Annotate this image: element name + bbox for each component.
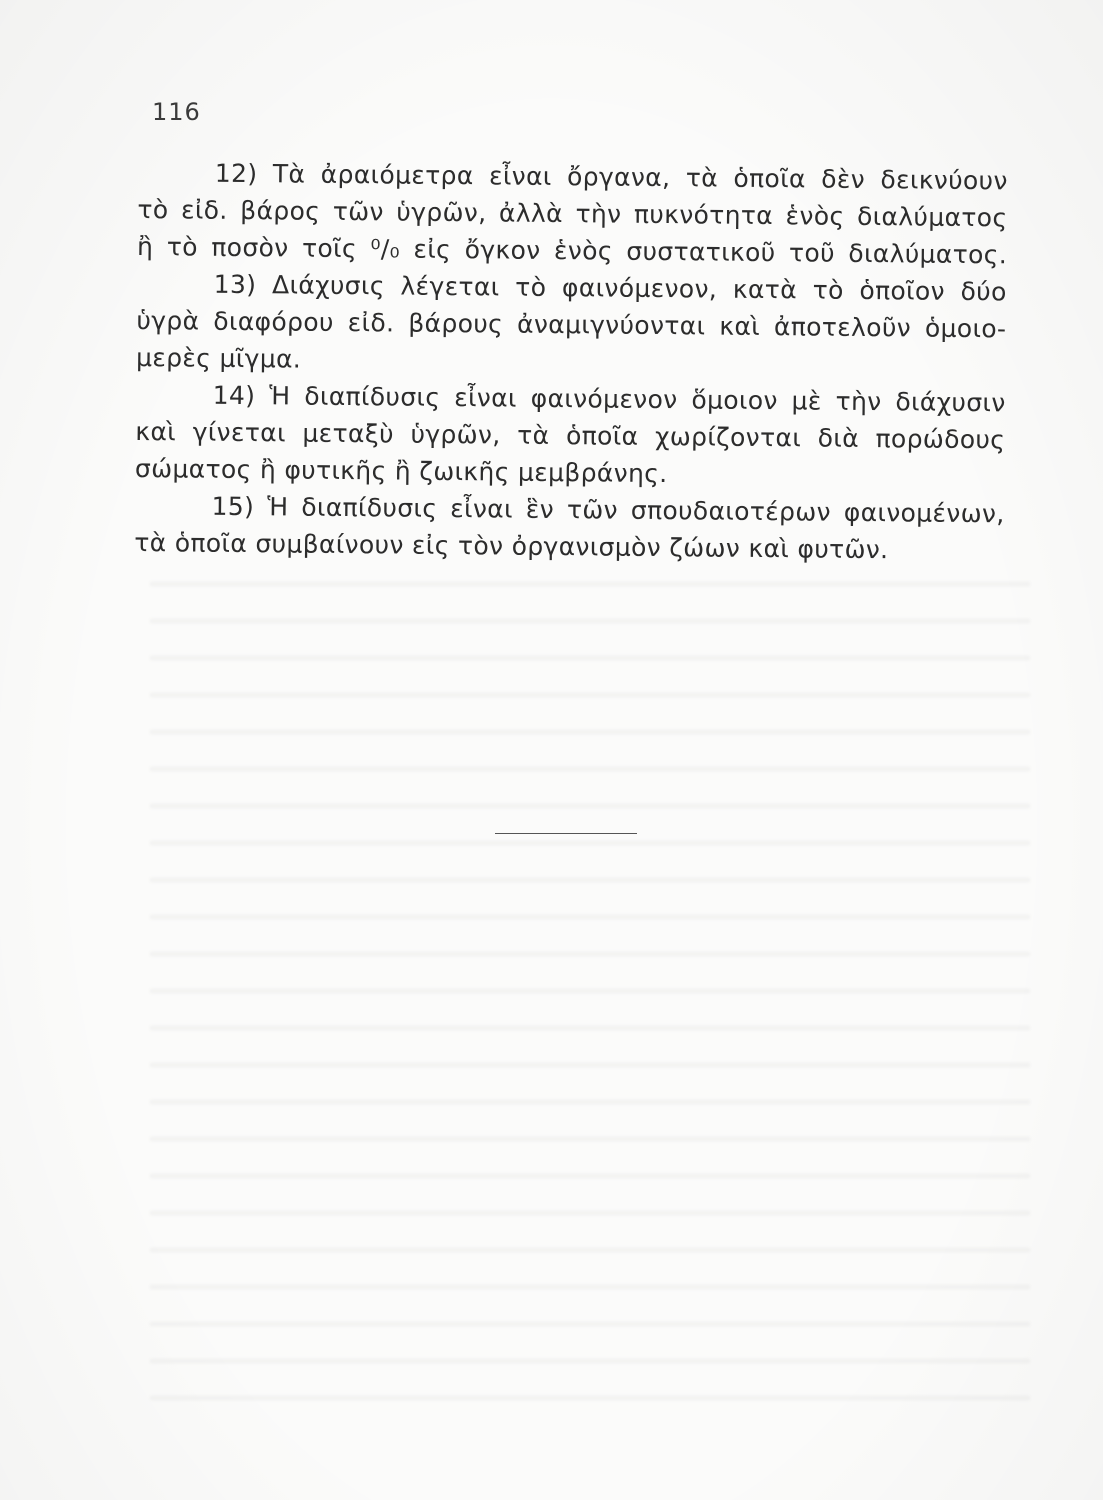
page-number: 116 <box>152 98 201 126</box>
paragraph-15-line-2: τὰ ὁποῖα συμβαίνουν εἰς τὸν ὀργανισμὸν ζώων καὶ φυτῶν. <box>134 527 889 565</box>
paragraph-13-line-1: 13) Διάχυσις λέγεται τὸ φαινόμενον, κατὰ τὸ ὁποῖον δύο <box>213 269 1007 307</box>
paragraph-14-line-2: καὶ γίνεται μεταξὺ ὑγρῶν, τὰ ὁποῖα χωρίζονται διὰ πορώδους <box>135 416 1006 455</box>
paragraph-12-line-2: τὸ εἰδ. βάρος τῶν ὑγρῶν, ἀλλὰ τὴν πυκνότητα ἑνὸς διαλύματος <box>137 194 1008 233</box>
section-end-rule <box>495 833 637 834</box>
body-text <box>134 154 1008 569</box>
paragraph-15-line-1: 15) Ἡ διαπίδυσις εἶναι ἓν τῶν σπουδαιοτέρων φαινομένων, <box>211 491 1005 529</box>
paragraph-14-line-1: 14) Ἡ διαπίδυσις εἶναι φαινόμενον ὅμοιον μὲ τὴν διάχυσιν <box>212 380 1006 418</box>
paragraph-12-line-1: 12) Τὰ ἀραιόμετρα εἶναι ὄργανα, τὰ ὁποῖα δὲν δεικνύουν <box>214 158 1008 196</box>
paragraph-14-line-3: σώματος ἢ φυτικῆς ἢ ζωικῆς μεμβράνης. <box>134 453 668 489</box>
paragraph-12-line-3: ἢ τὸ ποσὸν τοῖς ⁰/₀ εἰς ὄγκον ἑνὸς συστατικοῦ τοῦ διαλύματος. <box>136 231 1008 270</box>
paragraph-13-line-2: ὑγρὰ διαφόρου εἰδ. βάρους ἀναμιγνύονται καὶ ἀποτελοῦν ὁμοιο- <box>136 305 1007 344</box>
paragraph-13-line-3: μερὲς μῖγμα. <box>135 342 302 374</box>
show-through-texture <box>150 560 1030 1420</box>
